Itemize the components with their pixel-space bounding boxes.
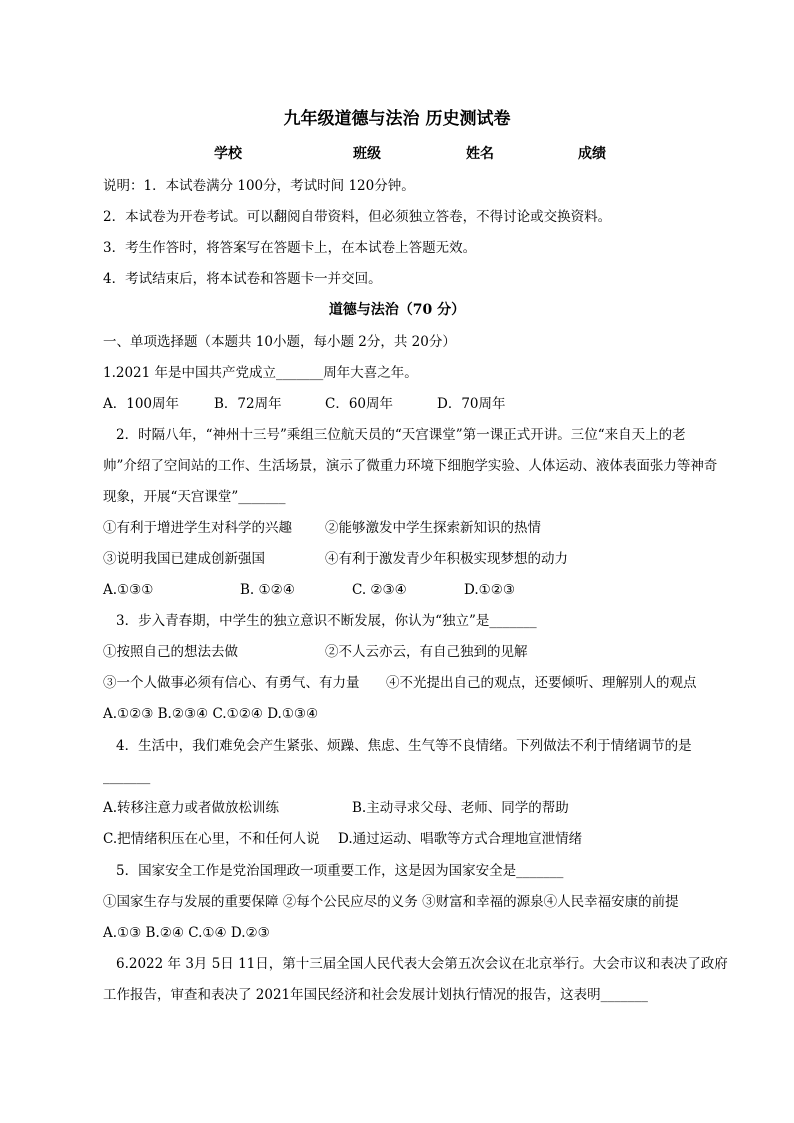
q1-option-b: B．72周年: [214, 396, 282, 412]
instruction-line: 说明：1．本试卷满分 100分，考试时间 120分钟。: [103, 178, 415, 194]
question-4-stem-line: _______: [103, 769, 151, 785]
class-label: 班级: [353, 146, 381, 162]
q1-option-a: A．100周年: [103, 396, 180, 412]
question-2-stem-line: 现象，开展“天宫课堂”_______: [103, 489, 286, 505]
q3-statement-4: ④不光提出自己的观点，还要倾听、理解别人的观点: [386, 675, 697, 691]
instruction-line: 4．考试结束后，将本试卷和答题卡一并交回。: [103, 271, 382, 287]
q2-option-c: C. ②③④: [352, 582, 407, 598]
question-2-stem-line: 2．时隔八年，“神州十三号”乘组三位航天员的“天宫课堂”第一课正式开讲。三位“来自天上的老: [116, 427, 686, 443]
question-1-stem: 1.2021 年是中国共产党成立_______周年大喜之年。: [103, 365, 418, 381]
q4-option-c: C.把情绪积压在心里，不和任何人说: [103, 831, 320, 847]
question-2-stem-line: 帅”介绍了空间站的工作、生活场景，演示了微重力环境下细胞学实验、人体运动、液体表面张力等神奇: [103, 458, 718, 474]
q1-option-c: C．60周年: [325, 396, 394, 412]
q2-option-b: B. ①②④: [240, 582, 295, 598]
section-title: 道德与法治（70 分）: [328, 302, 466, 318]
question-6-stem-line: 工作报告，审查和表决了 2021年国民经济和社会发展计划执行情况的报告，这表明_______: [103, 987, 648, 1003]
q4-option-d: D.通过运动、唱歌等方式合理地宣泄情绪: [338, 831, 583, 847]
question-6-stem-line: 6.2022 年 3月 5日 11日，第十三届全国人民代表大会第五次会议在北京举行。大会市议和表决了政府: [116, 956, 728, 972]
q3-statement-1: ①按照自己的想法去做: [103, 644, 238, 660]
q5-options: A.①③ B.②④ C.①④ D.②③: [103, 925, 270, 941]
q2-option-d: D.①②③: [464, 582, 515, 598]
q4-option-b: B.主动寻求父母、老师、同学的帮助: [352, 800, 569, 816]
student-info-row: [0, 144, 794, 164]
q4-option-a: A.转移注意力或者做放松训练: [103, 800, 280, 816]
school-label: 学校: [214, 146, 242, 162]
q2-statement-3: ③说明我国已建成创新强国: [103, 551, 265, 567]
q2-statement-4: ④有利于激发青少年积极实现梦想的动力: [325, 551, 568, 567]
score-label: 成绩: [578, 146, 606, 162]
part-title: 一、单项选择题（本题共 10小题，每小题 2分，共 20分）: [103, 334, 456, 350]
instruction-line: 2．本试卷为开卷考试。可以翻阅自带资料，但必须独立答卷，不得讨论或交换资料。: [103, 209, 612, 225]
instruction-line: 3．考生作答时，将答案写在答题卡上，在本试卷上答题无效。: [103, 240, 477, 256]
q1-option-d: D．70周年: [437, 396, 506, 412]
q2-option-a: A.①③①: [103, 582, 154, 598]
page-title: 九年级道德与法治 历史测试卷: [283, 109, 511, 129]
q2-statement-1: ①有利于增进学生对科学的兴趣: [103, 520, 292, 536]
q3-statement-2: ②不人云亦云，有自己独到的见解: [325, 644, 528, 660]
question-4-stem-line: 4．生活中，我们难免会产生紧张、烦躁、焦虑、生气等不良情绪。下列做法不利于情绪调节的是: [116, 738, 692, 754]
q5-statements: ①国家生存与发展的重要保障 ②每个公民应尽的义务 ③财富和幸福的源泉④人民幸福安康的前提: [103, 894, 679, 910]
q3-options: A.①②③ B.②③④ C.①②④ D.①③④: [103, 706, 319, 722]
q2-statement-2: ②能够激发中学生探索新知识的热情: [325, 520, 541, 536]
q3-statement-3: ③一个人做事必须有信心、有勇气、有力量: [103, 675, 360, 691]
name-label: 姓名: [466, 146, 494, 162]
question-3-stem: 3．步入青春期，中学生的独立意识不断发展，你认为“独立”是_______: [116, 613, 537, 629]
question-5-stem: 5．国家安全工作是党治国理政一项重要工作，这是因为国家安全是_______: [116, 863, 564, 879]
